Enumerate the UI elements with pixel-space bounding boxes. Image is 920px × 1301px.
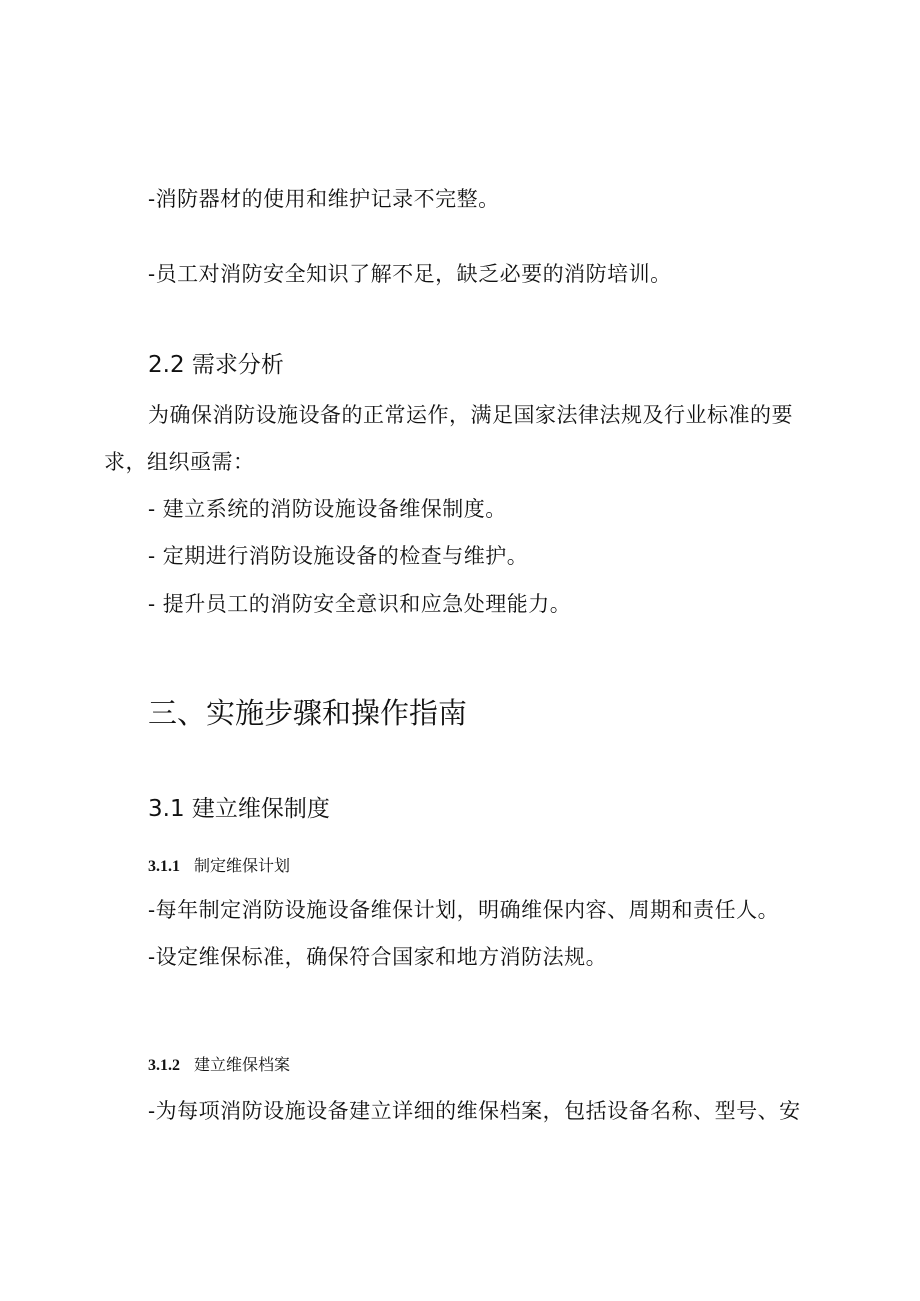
subsection-title: 制定维保计划: [194, 856, 291, 875]
subsection-title: 建立维保档案: [194, 1055, 291, 1074]
requirement-paragraph-line-2: 求，组织亟需：: [104, 450, 255, 474]
plan-item-standard: -设定维保标准，确保符合国家和地方消防法规。: [148, 945, 608, 969]
requirement-paragraph-line-1: 为确保消防设施设备的正常运作，满足国家法律法规及行业标准的要: [148, 403, 793, 427]
archive-item-detail: -为每项消防设施设备建立详细的维保档案，包括设备名称、型号、安: [148, 1099, 801, 1123]
section-heading-2-2: 2.2 需求分析: [148, 352, 284, 378]
section-heading-3-1: 3.1 建立维保制度: [148, 796, 330, 822]
requirement-item-awareness: - 提升员工的消防安全意识和应急处理能力。: [148, 592, 572, 616]
issue-item-training: -员工对消防安全知识了解不足，缺乏必要的消防培训。: [148, 262, 672, 286]
subsection-heading-3-1-1: [148, 858, 290, 875]
subsection-number: 3.1.1: [148, 858, 180, 875]
plan-item-annual: -每年制定消防设施设备维保计划，明确维保内容、周期和责任人。: [148, 898, 780, 922]
requirement-item-inspection: - 定期进行消防设施设备的检查与维护。: [148, 544, 529, 568]
subsection-heading-3-1-2: [148, 1057, 290, 1074]
chapter-heading-3: 三、实施步骤和操作指南: [148, 696, 468, 730]
requirement-item-system: - 建立系统的消防设施设备维保制度。: [148, 497, 507, 521]
subsection-number: 3.1.2: [148, 1057, 180, 1074]
issue-item-records: -消防器材的使用和维护记录不完整。: [148, 187, 500, 211]
